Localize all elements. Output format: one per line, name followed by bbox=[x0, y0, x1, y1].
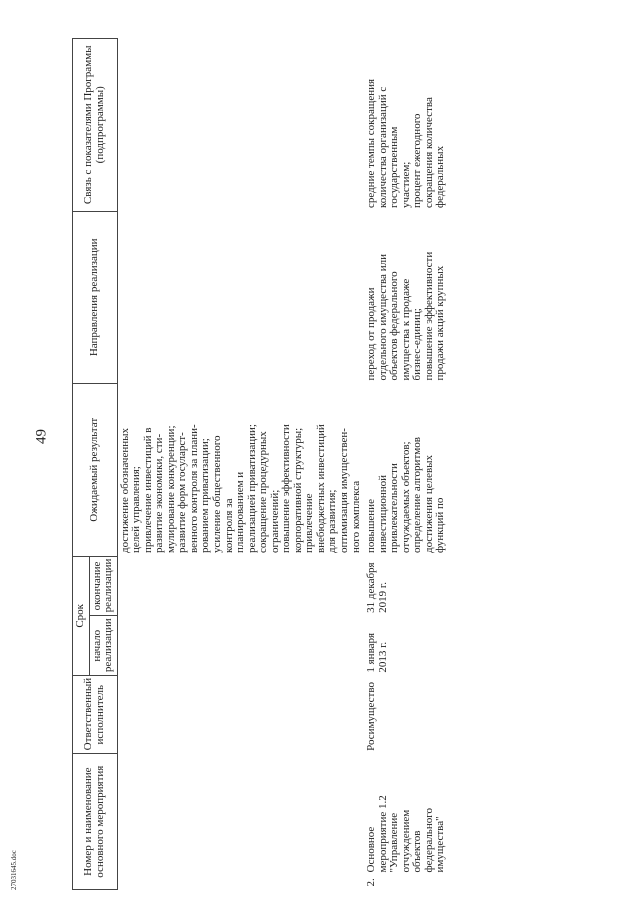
result-line: венного контроля за плани- bbox=[187, 424, 200, 554]
result-cell bbox=[364, 384, 449, 557]
link-line: средние темпы сокращения bbox=[365, 78, 378, 209]
measure-name-line: "Управление bbox=[388, 812, 401, 873]
result-line: ного комплекса bbox=[349, 480, 362, 554]
result-line: для развития; bbox=[326, 489, 339, 554]
result-line: достижения целевых bbox=[422, 454, 435, 554]
link-line: государственным bbox=[388, 126, 401, 209]
program-table bbox=[72, 38, 449, 890]
directions-cell bbox=[364, 211, 449, 384]
measure-name-line: имущества" bbox=[434, 816, 447, 873]
result-line: усиление общественного bbox=[211, 435, 224, 554]
start-line: 2013 г. bbox=[376, 641, 389, 673]
result-line: повышение эффективности bbox=[280, 424, 293, 554]
result-line: повышение bbox=[365, 499, 378, 554]
measure-name-line: мероприятие 1.2 bbox=[376, 795, 389, 873]
direction-line: бизнес-единиц; bbox=[411, 308, 424, 381]
measure-name-line: федерального bbox=[422, 808, 435, 873]
direction-line: переход от продажи bbox=[365, 287, 378, 381]
direction-line: повышение эффективности bbox=[422, 251, 435, 381]
result-line: привлечение инвестиций в bbox=[141, 427, 154, 554]
result-line: оптимизация имуществен- bbox=[338, 428, 351, 554]
header-executor: Ответственный исполнитель bbox=[73, 676, 118, 754]
header-number-name: Номер и наименование основного мероприятия bbox=[73, 754, 118, 890]
link-line: процент ежегодного bbox=[411, 113, 424, 209]
table-row bbox=[364, 39, 449, 890]
result-line: ограничений; bbox=[268, 489, 281, 554]
header-link: Связь с показателями Программы (подпрограммы) bbox=[73, 39, 118, 212]
measure-name-line: объектов bbox=[411, 830, 424, 873]
result-line: развитие форм госуларст- bbox=[176, 432, 189, 554]
rotated-table-page bbox=[72, 38, 632, 890]
result-line: привлечение bbox=[303, 493, 316, 554]
start-cell bbox=[364, 616, 449, 676]
result-line: целей управления; bbox=[130, 466, 143, 554]
page-number: 49 bbox=[33, 429, 50, 444]
link-line: количества организаций с bbox=[376, 86, 389, 209]
link-line: участием; bbox=[399, 161, 412, 209]
footer-file-code: 27031645.doc bbox=[10, 850, 18, 890]
result-line: реализацией приватизации; bbox=[245, 424, 258, 554]
result-line: рованием приватизации; bbox=[199, 438, 212, 554]
header-end: окончание реализации bbox=[89, 556, 117, 616]
result-line: определение алгоритмов bbox=[411, 437, 424, 554]
executor-cell: Росимущество bbox=[365, 682, 378, 751]
result-cell-continued bbox=[117, 384, 364, 557]
table-row-continued bbox=[117, 39, 364, 890]
direction-line: объектов федерального bbox=[388, 271, 401, 381]
link-cell bbox=[364, 39, 449, 212]
direction-line: отдельного имущества или bbox=[376, 254, 389, 381]
measure-name-line: отчуждением bbox=[399, 809, 412, 873]
result-line: контроля за bbox=[222, 498, 235, 554]
end-line: 2019 г. bbox=[376, 582, 389, 613]
result-line: планированием и bbox=[234, 471, 247, 554]
row-number: 2. bbox=[365, 878, 378, 887]
result-line: инвестиционной bbox=[376, 474, 389, 554]
result-line: достижение обозначенных bbox=[118, 427, 131, 554]
direction-line: продажи акций крупных bbox=[434, 265, 447, 381]
result-line: корпоративной структуры; bbox=[291, 427, 304, 554]
measure-name-cell bbox=[364, 754, 449, 890]
end-cell bbox=[364, 556, 449, 616]
result-line: внебюджетных инвестиций bbox=[314, 424, 327, 554]
result-line: привлекательности bbox=[388, 463, 401, 554]
header-directions: Направления реализации bbox=[73, 211, 118, 384]
header-term: Срок bbox=[73, 556, 90, 676]
header-result: Ожидаемый результат bbox=[73, 384, 118, 557]
result-line: развитие экономики, сти- bbox=[153, 433, 166, 554]
result-line: отчуждаемых объектов; bbox=[399, 441, 412, 554]
result-line: мулирование конкуренции; bbox=[164, 425, 177, 554]
result-line: функций по bbox=[434, 497, 447, 554]
start-line: 1 января bbox=[365, 632, 378, 673]
direction-line: имущества к продаже bbox=[399, 278, 412, 381]
end-line: 31 декабря bbox=[365, 562, 378, 613]
link-line: федеральных bbox=[434, 145, 447, 209]
measure-name-line: Основное bbox=[365, 826, 378, 873]
header-start: начало реализации bbox=[89, 616, 117, 676]
link-line: сокращения количества bbox=[422, 97, 435, 209]
result-line: сокращение процедурных bbox=[257, 431, 270, 554]
